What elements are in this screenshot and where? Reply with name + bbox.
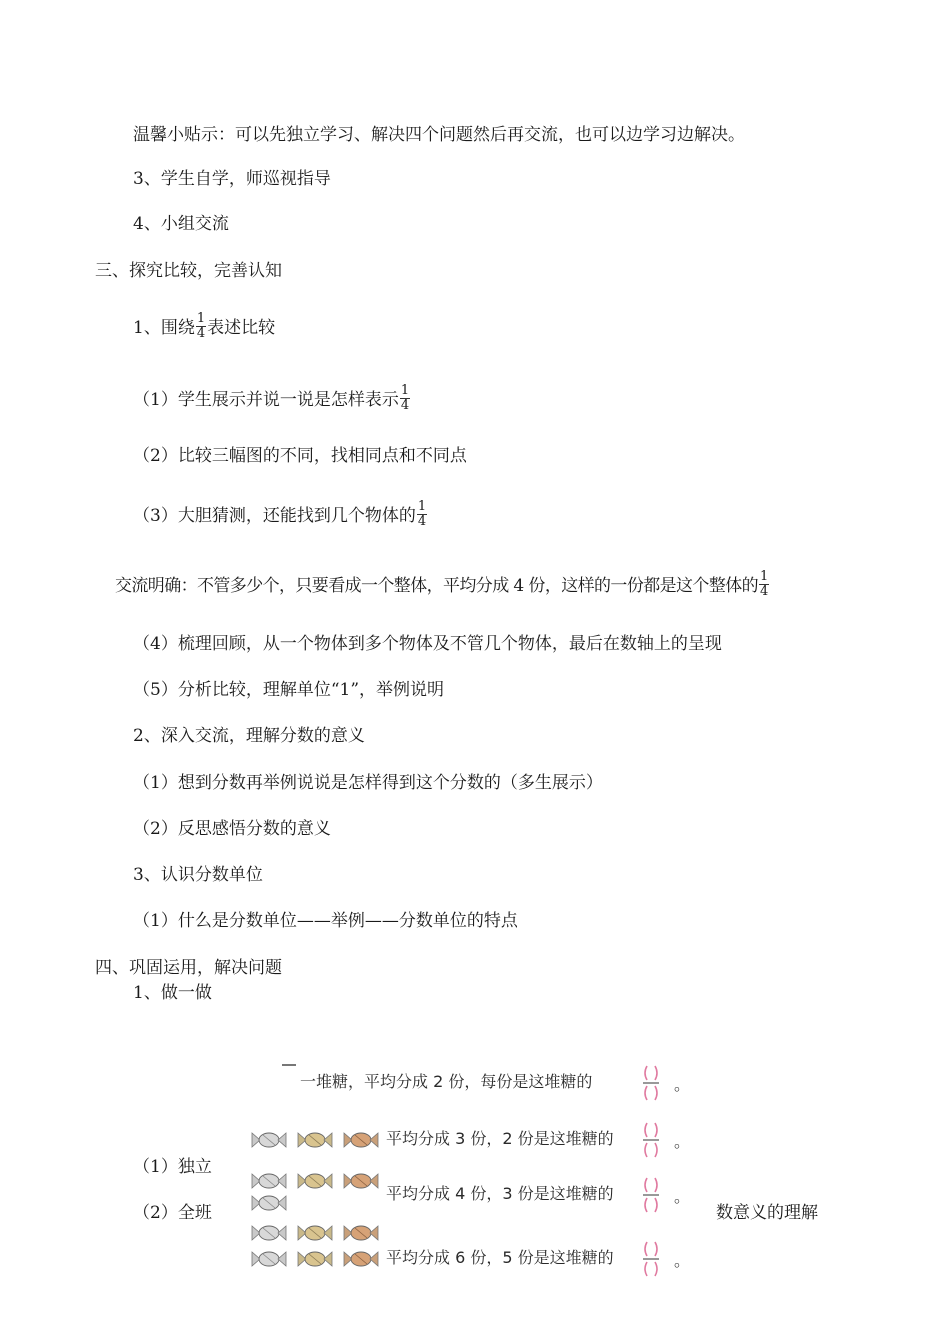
exercise-row-text: 平均分成 4 份，3 份是这堆糖的 xyxy=(386,1184,614,1203)
exercise-row-4 xyxy=(250,1240,710,1282)
exercise-row-1 xyxy=(250,1064,710,1106)
exercise-row-2 xyxy=(250,1121,710,1163)
candy-icon xyxy=(296,1129,334,1151)
period: 。 xyxy=(674,1075,691,1094)
candy-icon xyxy=(296,1248,334,1270)
question-3-text: （3）大胆猜测，还能找到几个物体的 xyxy=(133,506,416,526)
exercise-row-text: 平均分成 3 份，2 份是这堆糖的 xyxy=(386,1129,614,1148)
fraction-numerator: 1 xyxy=(417,499,427,514)
point-1-prefix: 1、围绕 xyxy=(133,318,195,338)
answer-fraction-blank[interactable] xyxy=(642,1176,660,1214)
answer-fraction-blank[interactable] xyxy=(642,1121,660,1159)
step-3: 3、学生自学，师巡视指导 xyxy=(133,169,331,189)
fraction-one-quarter xyxy=(400,384,410,413)
candy-icon xyxy=(342,1129,380,1151)
candy-icon xyxy=(296,1170,334,1192)
point-2: 2、深入交流，理解分数的意义 xyxy=(133,726,365,746)
fraction-numerator: 1 xyxy=(400,383,410,398)
tip-line: 温馨小贴示：可以先独立学习、解决四个问题然后再交流，也可以边学习边解决。 xyxy=(133,125,745,145)
fraction-denominator: 4 xyxy=(417,514,427,529)
section-3-heading: 三、探究比较，完善认知 xyxy=(95,261,282,281)
candy-icon xyxy=(250,1222,288,1244)
candy-icon xyxy=(250,1248,288,1270)
fraction-one-quarter xyxy=(196,312,206,341)
fraction-numerator: 1 xyxy=(196,311,206,326)
section-4-heading: 四、巩固运用，解决问题 xyxy=(95,958,282,978)
candy-icon xyxy=(250,1192,288,1214)
candy-icon xyxy=(342,1248,380,1270)
answer-fraction-blank[interactable] xyxy=(642,1064,660,1102)
fraction-denominator: 4 xyxy=(400,398,410,413)
fraction-denominator: 4 xyxy=(196,326,206,341)
conclusion-text: 交流明确：不管多少个，只要看成一个整体，平均分成 4 份，这样的一份都是这个整体的 xyxy=(115,576,759,596)
fraction-numerator: 1 xyxy=(760,569,769,584)
occluded-line-2: （2）全班 xyxy=(133,1203,212,1223)
exercise-row-text: 平均分成 6 份，5 份是这堆糖的 xyxy=(386,1248,614,1267)
question-1-text: （1）学生展示并说一说是怎样表示 xyxy=(133,390,399,410)
candy-icon xyxy=(342,1170,380,1192)
candy-icon xyxy=(296,1222,334,1244)
fraction-one-quarter xyxy=(417,500,427,529)
point-2-item-2: （2）反思感悟分数的意义 xyxy=(133,819,331,839)
exercise-row-text: 一堆糖，平均分成 2 份，每份是这堆糖的 xyxy=(300,1072,593,1091)
question-5: （5）分析比较，理解单位“1”，举例说明 xyxy=(133,680,445,700)
point-1 xyxy=(133,311,276,343)
step-4: 4、小组交流 xyxy=(133,214,229,234)
answer-fraction-blank[interactable] xyxy=(642,1240,660,1278)
fraction-one-quarter xyxy=(759,570,769,599)
conclusion-line xyxy=(115,569,770,601)
period: 。 xyxy=(674,1251,691,1270)
candy-exercise-image xyxy=(250,1058,710,1288)
period: 。 xyxy=(674,1187,691,1206)
candy-icon xyxy=(250,1129,288,1151)
point-1-suffix: 表述比较 xyxy=(207,318,276,338)
question-1 xyxy=(133,383,411,415)
point-3: 3、认识分数单位 xyxy=(133,865,263,885)
question-3 xyxy=(133,499,428,531)
point-3-item-1: （1）什么是分数单位——举例——分数单位的特点 xyxy=(133,911,518,931)
exercise-row-3 xyxy=(250,1176,710,1218)
occluded-line-2-tail: 数意义的理解 xyxy=(716,1203,818,1223)
question-4: （4）梳理回顾，从一个物体到多个物体及不管几个物体，最后在数轴上的呈现 xyxy=(133,634,722,654)
point-4-item-1: 1、做一做 xyxy=(133,983,212,1003)
candy-icon xyxy=(342,1222,380,1244)
point-2-item-1: （1）想到分数再举例说说是怎样得到这个分数的（多生展示） xyxy=(133,773,603,793)
candy-icon xyxy=(250,1170,288,1192)
question-2: （2）比较三幅图的不同，找相同点和不同点 xyxy=(133,446,467,466)
period: 。 xyxy=(674,1132,691,1151)
fraction-denominator: 4 xyxy=(760,584,769,599)
occluded-line-1: （1）独立 xyxy=(133,1157,212,1177)
